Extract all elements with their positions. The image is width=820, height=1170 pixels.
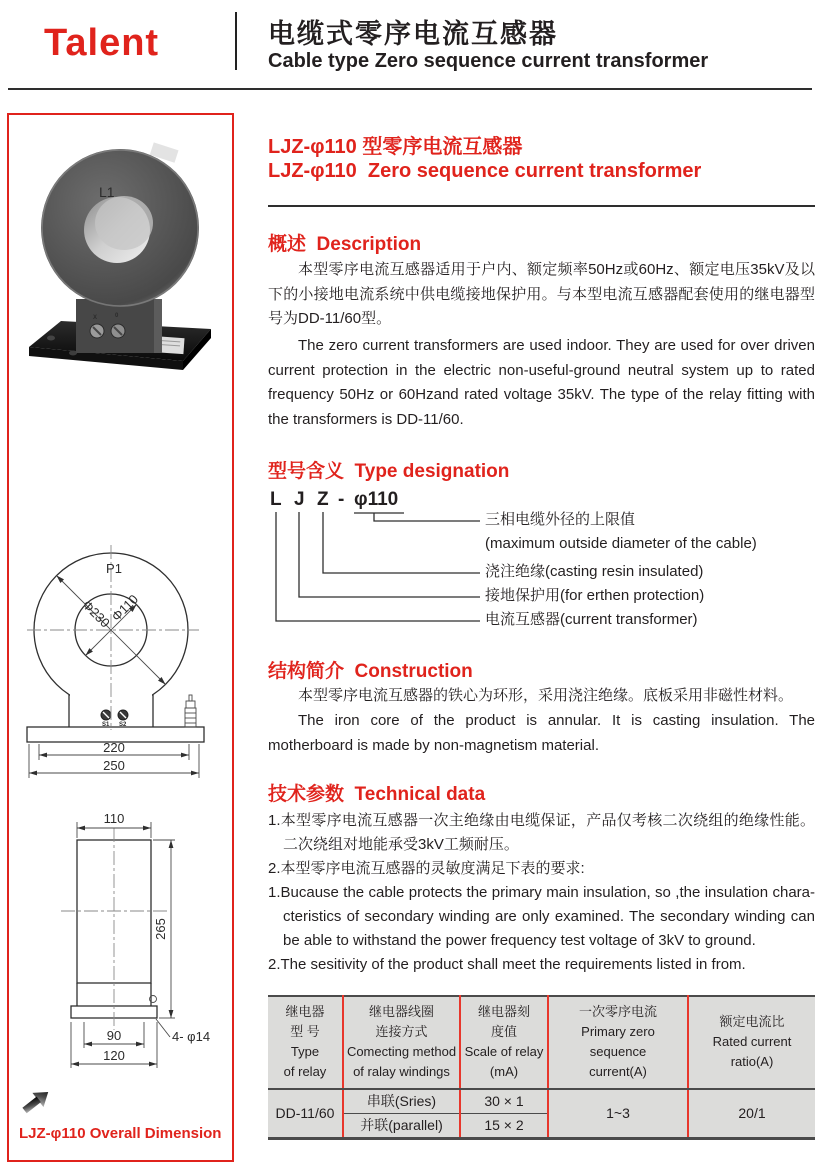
section-rule [268, 205, 815, 207]
col-header-relay-scale: 继电器刻 度值 Scale of relay (mA) [460, 996, 548, 1089]
tree-label-earth-protection: 接地保护用(for erthen protection) [485, 587, 705, 604]
technical-item-1-en: 1.Bucause the cable protects the primary main insulation, so ,the insulation chara-cteristics of secondary winding are only examined. The secondary winding can be able to withstand the power frequency test voltage of 3kV to ground. [268, 884, 815, 949]
content-column [268, 0, 815, 1170]
tree-label-cable-diameter-en: (maximum outside diameter of the cable) [485, 535, 757, 552]
terminal-label-s2: S2 [119, 722, 127, 728]
spec-table-header-row [268, 996, 815, 1089]
tree-label-current-transformer: 电流互感器(current transformer) [485, 611, 698, 628]
dim-base-120: 120 [103, 1048, 125, 1063]
side-view-drawing [19, 798, 219, 1083]
terminal-mark-x: X [93, 315, 98, 321]
dim-width-110: 110 [103, 811, 125, 826]
tree-label-casting-resin: 浇注绝缘(casting resin insulated) [485, 563, 704, 580]
construction-paragraph-zh: 本型零序电流互感器的铁心为环形，采用浇注绝缘。底板采用非磁性材料。 [298, 687, 794, 704]
technical-item-1-zh: 1.本型零序电流互感器一次主绝缘由电缆保证，产品仅考核二次绕组的绝缘性能。二次绕组对地能承受3kV工频耐压。 [268, 812, 815, 853]
label-mounting-holes: 4- φ14 [172, 1029, 211, 1044]
figure-panel [7, 113, 234, 1162]
col-header-primary-current: 一次零序电流 Primary zero sequence current(A) [548, 996, 688, 1089]
description-paragraph-en: The zero current transformers are used indoor. They are used for over driven current protection in the electric non-useful-ground neutral system up to rated frequency 50Hz or 60Hzand rated voltage 35kV. The type of the relay fitting with the transformers is DD-11/60. [268, 337, 815, 428]
spec-table [268, 995, 815, 1140]
figure-caption: LJZ-φ110 Overall Dimension [19, 1125, 222, 1142]
cell-relay-type: DD-11/60 [268, 1089, 343, 1139]
col-header-relay-type: 继电器 型 号 Type of relay [268, 996, 343, 1089]
cell-method-parallel: 并联(parallel) [343, 1114, 460, 1139]
cell-scale-series: 30 × 1 [460, 1089, 548, 1114]
technical-heading: 技术参数 Technical data [268, 784, 486, 805]
technical-item-2-zh: 2.本型零序电流互感器的灵敏度满足下表的要求: [268, 860, 585, 877]
type-designation-diagram [268, 488, 815, 640]
ring-mark-l1: L1 [99, 184, 115, 200]
code-letter-z: Z [317, 489, 329, 510]
spec-table-row-series [268, 1089, 815, 1114]
terminal-label-s1: S1 [102, 722, 110, 728]
dim-holes-90: 90 [106, 1028, 122, 1043]
pointer-arrow-icon [19, 1085, 55, 1119]
tree-label-cable-diameter-zh: 三相电缆外径的上限值 [485, 511, 636, 528]
dim-inner-diameter: Φ110 [108, 591, 142, 625]
cell-primary-current: 1~3 [548, 1089, 688, 1139]
product-heading-zh: LJZ-φ110 型零序电流互感器 [268, 136, 523, 158]
technical-item-2-en: 2.The sesitivity of the product shall meet the requirements listed in from. [268, 956, 746, 973]
code-phi110: φ110 [354, 489, 399, 510]
col-header-connection-method: 继电器线圈 连接方式 Comecting method of ralay windings [343, 996, 460, 1089]
photo-ring [41, 142, 199, 307]
brand-logo: Talent [44, 22, 160, 64]
code-letter-j: J [294, 489, 305, 510]
cell-rated-ratio: 20/1 [688, 1089, 815, 1139]
code-dash: - [338, 489, 345, 510]
front-view-drawing [19, 545, 219, 795]
photo-pedestal [76, 299, 162, 353]
description-heading: 概述 Description [268, 234, 422, 255]
dim-base-250: 250 [103, 758, 125, 773]
terminal-mark-0: 0 [115, 313, 119, 319]
cell-method-series: 串联(Sries) [343, 1089, 460, 1114]
cell-scale-parallel: 15 × 2 [460, 1114, 548, 1139]
label-p1: P1 [106, 561, 122, 576]
type-designation-heading: 型号含义 Type designation [268, 461, 510, 482]
construction-heading: 结构简介 Construction [268, 661, 473, 682]
page-title-en: Cable type Zero sequence current transformer [268, 50, 709, 72]
description-paragraph-zh: 本型零序电流互感器适用于户内、额定频率50Hz或60Hz、额定电压35kV及以下的小接地电流系统中供电缆接地保护用。与本型电流互感器配套使用的继电器型号为DD-11/60型。 [268, 261, 815, 327]
dim-base-220: 220 [103, 740, 125, 755]
product-photo [23, 127, 215, 383]
page-title-zh: 电缆式零序电流互感器 [268, 19, 558, 49]
col-header-rated-ratio: 额定电流比 Rated current ratio(A) [688, 996, 815, 1089]
technical-items [268, 809, 815, 977]
header-divider [235, 12, 237, 70]
dim-height-265: 265 [153, 918, 168, 940]
code-letter-l: L [270, 489, 282, 510]
construction-paragraph-en: The iron core of the product is annular. It is casting insulation. The motherboard is made by non-magnetism material. [268, 712, 815, 754]
product-heading-en: LJZ-φ110 Zero sequence current transformer [268, 160, 702, 182]
dim-outer-diameter: Φ230 [79, 597, 113, 631]
